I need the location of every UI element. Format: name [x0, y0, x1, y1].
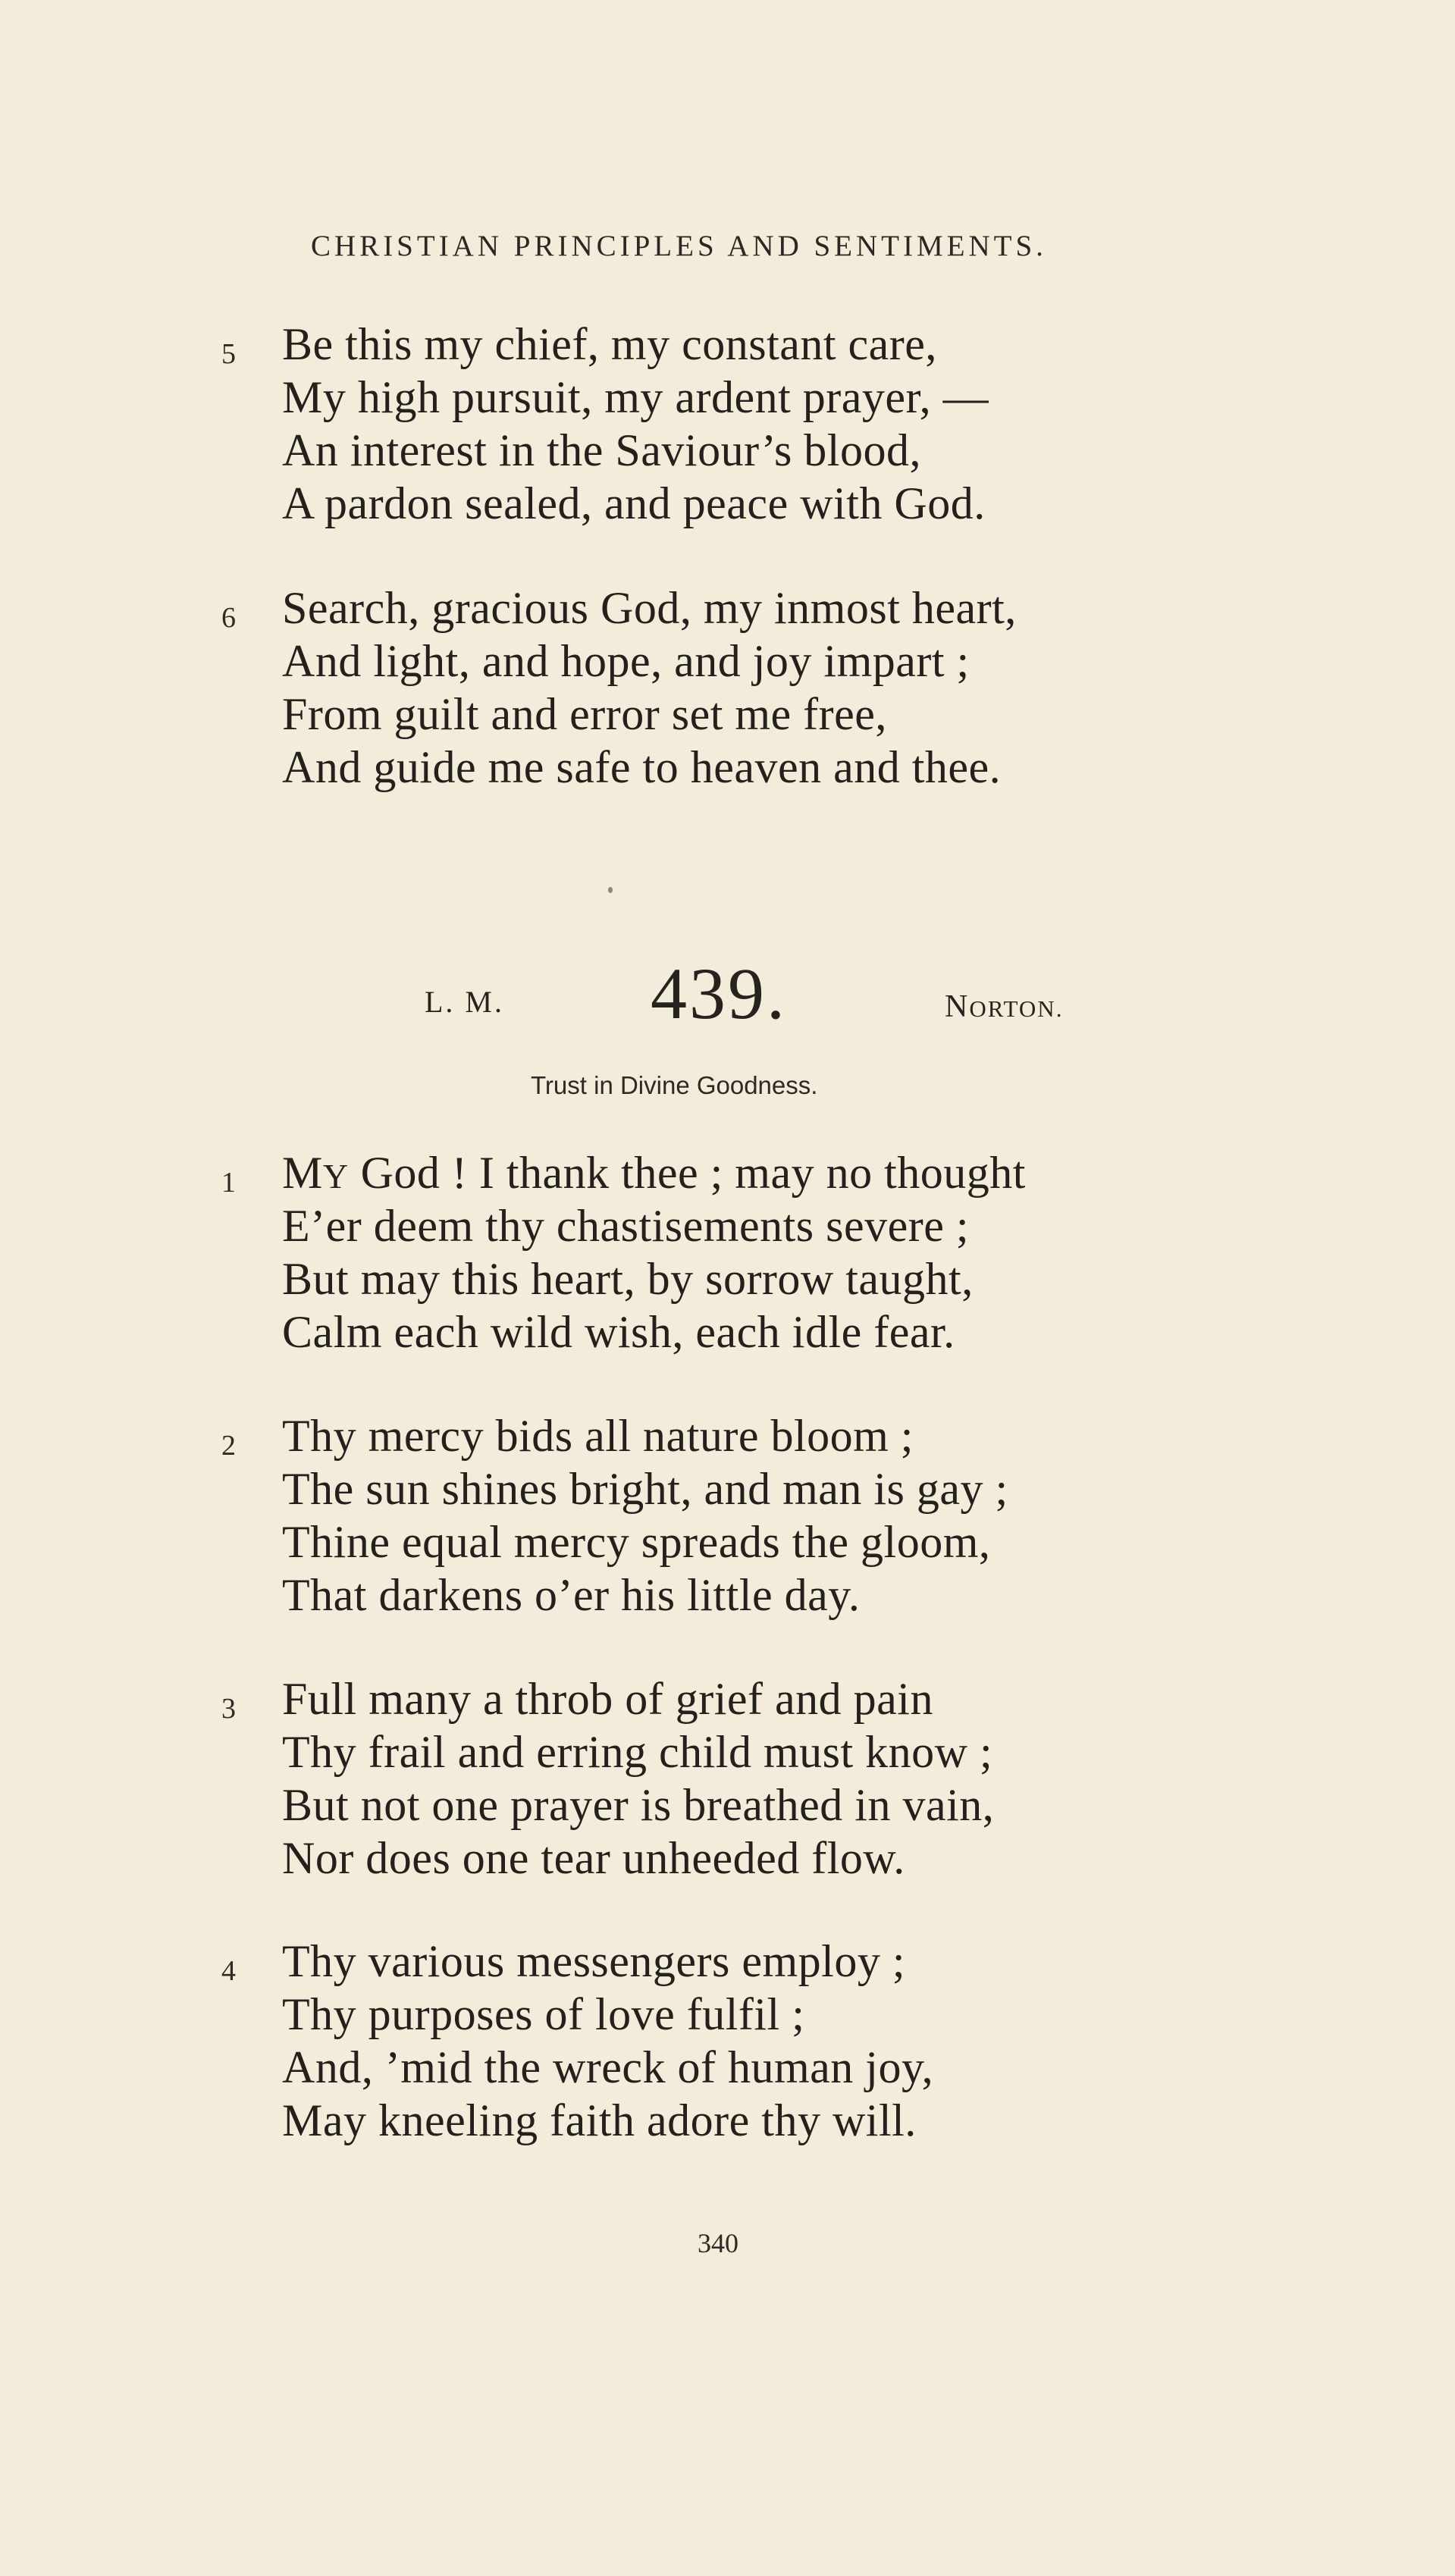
verse-line: But not one prayer is breathed in vain,	[282, 1780, 995, 1830]
verse-line: E’er deem thy chastisements severe ;	[282, 1201, 969, 1251]
verse-line: Nor does one tear unheeded flow.	[282, 1833, 905, 1883]
verse-line: My high pursuit, my ardent prayer, —	[282, 372, 989, 422]
first-line-text: God ! I thank thee ; may no thought	[349, 1148, 1026, 1198]
verse-line: And, ’mid the wreck of human joy,	[282, 2042, 934, 2092]
first-word-initial: M	[282, 1148, 323, 1198]
verse-line: The sun shines bright, and man is gay ;	[282, 1464, 1008, 1514]
verse-line: But may this heart, by sorrow taught,	[282, 1254, 974, 1304]
tune-rest: ORTON.	[969, 995, 1064, 1022]
tune-name	[945, 989, 1063, 1025]
stanza-number: 4	[221, 1955, 236, 1987]
verse-line: Thy mercy bids all nature bloom ;	[282, 1411, 914, 1461]
verse-line: That darkens o’er his little day.	[282, 1570, 861, 1620]
verse-line: Thine equal mercy spreads the gloom,	[282, 1517, 991, 1567]
verse-line: And light, and hope, and joy impart ;	[282, 636, 970, 686]
stanza-number: 5	[221, 338, 236, 370]
stanza-number: 6	[221, 602, 236, 634]
ink-speck	[608, 887, 613, 893]
running-head: CHRISTIAN PRINCIPLES AND SENTIMENTS.	[311, 230, 1047, 262]
page-number: 340	[698, 2228, 738, 2258]
stanza-number: 1	[221, 1167, 236, 1199]
verse-line: An interest in the Saviour’s blood,	[282, 425, 921, 475]
verse-line: Be this my chief, my constant care,	[282, 319, 937, 369]
verse-line	[282, 1147, 1026, 1199]
verse-line: May kneeling faith adore thy will.	[282, 2095, 917, 2145]
verse-line: Search, gracious God, my inmost heart,	[282, 583, 1017, 633]
verse-line: And guide me safe to heaven and thee.	[282, 742, 1002, 792]
hymn-number: 439.	[651, 953, 787, 1034]
verse-line: Calm each wild wish, each idle fear.	[282, 1307, 955, 1357]
verse-line: From guilt and error set me free,	[282, 689, 887, 739]
first-word-rest: Y	[322, 1157, 350, 1196]
verse-line: A pardon sealed, and peace with God.	[282, 478, 986, 528]
stanza-number: 2	[221, 1430, 236, 1462]
verse-line: Thy purposes of love fulfil ;	[282, 1989, 805, 2039]
verse-line: Thy various messengers employ ;	[282, 1936, 906, 1986]
verse-line: Thy frail and erring child must know ;	[282, 1727, 993, 1777]
hymn-title: Trust in Divine Goodness.	[531, 1071, 818, 1099]
hymn-meter: L. M.	[425, 985, 504, 1019]
stanza-number: 3	[221, 1693, 236, 1725]
verse-line: Full many a throb of grief and pain	[282, 1674, 933, 1724]
tune-initial: N	[945, 989, 970, 1024]
